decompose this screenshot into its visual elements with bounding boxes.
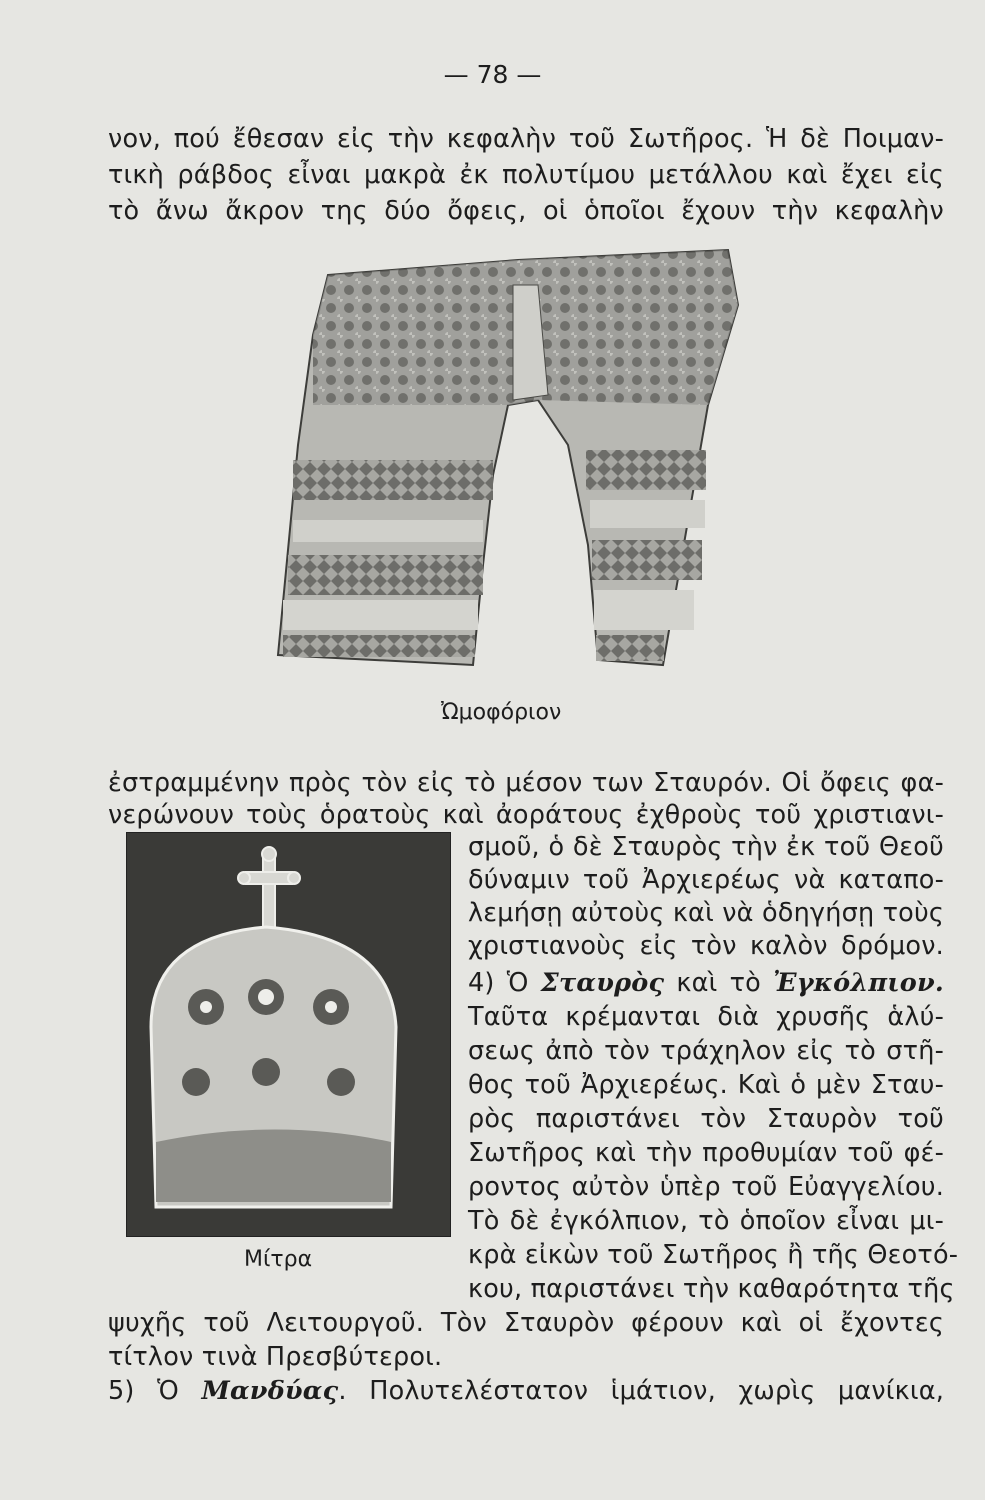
text-line: λεμήσῃ αὐτοὺς καὶ νὰ ὁδηγήσῃ τοὺς	[468, 898, 945, 928]
text-line: ροντος αὐτὸν ὑπὲρ τοῦ Εὐαγγελίου.	[468, 1172, 944, 1202]
text-line: χριστιανοὺς εἰς τὸν καλὸν δρόμον.	[468, 931, 944, 961]
text-line: σεως ἀπὸ τὸν τράχηλον εἰς τὸ στῆ-	[468, 1036, 944, 1066]
mitre-caption: Μίτρα	[244, 1247, 313, 1272]
text-line: κου, παριστάνει τὴν καθαρότητα τῆς	[468, 1274, 955, 1304]
term-stavros: Σταυρὸς	[540, 968, 665, 998]
text-line: τίτλον τινὰ Πρεσβύτεροι.	[108, 1342, 443, 1372]
mitre-image	[126, 832, 451, 1237]
term-enkolpion: Ἐγκόλπιον.	[773, 968, 944, 998]
page-number: — 78 —	[443, 60, 542, 89]
text-line: Ταῦτα κρέμανται διὰ χρυσῆς ἁλύ-	[468, 1002, 944, 1032]
text-line: Τὸ δὲ ἐγκόλπιον, τὸ ὁποῖον εἶναι μι-	[468, 1206, 944, 1236]
text-line: νερώνουν τοὺς ὁρατοὺς καὶ ἀοράτους ἐχθροὺς τοῦ χριστιανι-	[108, 800, 944, 830]
text-line: νον, πού ἔθεσαν εἰς τὴν κεφαλὴν τοῦ Σωτῆρος. Ἡ δὲ Ποιμαν-	[108, 124, 944, 154]
text-line: ρὸς παριστάνει τὸν Σταυρὸν τοῦ	[468, 1104, 944, 1134]
text-line: τικὴ ράβδος εἶναι μακρὰ ἐκ πολυτίμου μετάλλου καὶ ἔχει εἰς	[108, 160, 944, 190]
section-4-heading	[468, 968, 944, 998]
section-number: 5) Ὁ	[108, 1376, 202, 1406]
omophorion-caption: Ὠμοφόριον	[441, 700, 562, 725]
section-number: 4) Ὁ	[468, 968, 541, 998]
term-mandyas: Μανδύας	[201, 1376, 339, 1406]
section-5-text: . Πολυτελέστατον ἱμάτιον, χωρὶς μανίκια,	[338, 1376, 945, 1406]
text-line: θος τοῦ Ἀρχιερέως. Καὶ ὁ μὲν Σταυ-	[468, 1070, 944, 1100]
text-line: δύναμιν τοῦ Ἀρχιερέως νὰ καταπο-	[468, 865, 944, 895]
text-line: τὸ ἄνω ἄκρον της δύο ὄφεις, οἱ ὁποῖοι ἔχουν τὴν κεφαλὴν	[108, 196, 944, 226]
conjunction: καὶ τὸ	[664, 968, 774, 998]
text-line: ἐστραμμένην πρὸς τὸν εἰς τὸ μέσον των Σταυρόν. Οἱ ὄφεις φα-	[108, 768, 944, 798]
section-5-heading	[108, 1376, 944, 1406]
text-line: Σωτῆρος καὶ τὴν προθυμίαν τοῦ φέ-	[468, 1138, 944, 1168]
text-line: ψυχῆς τοῦ Λειτουργοῦ. Τὸν Σταυρὸν φέρουν καὶ οἱ ἔχοντες	[108, 1308, 944, 1338]
text-line: κρὰ εἰκὼν τοῦ Σωτῆρος ἢ τῆς Θεοτό-	[468, 1240, 959, 1270]
text-line: σμοῦ, ὁ δὲ Σταυρὸς τὴν ἐκ τοῦ Θεοῦ	[468, 832, 944, 862]
omophorion-image	[268, 245, 748, 685]
